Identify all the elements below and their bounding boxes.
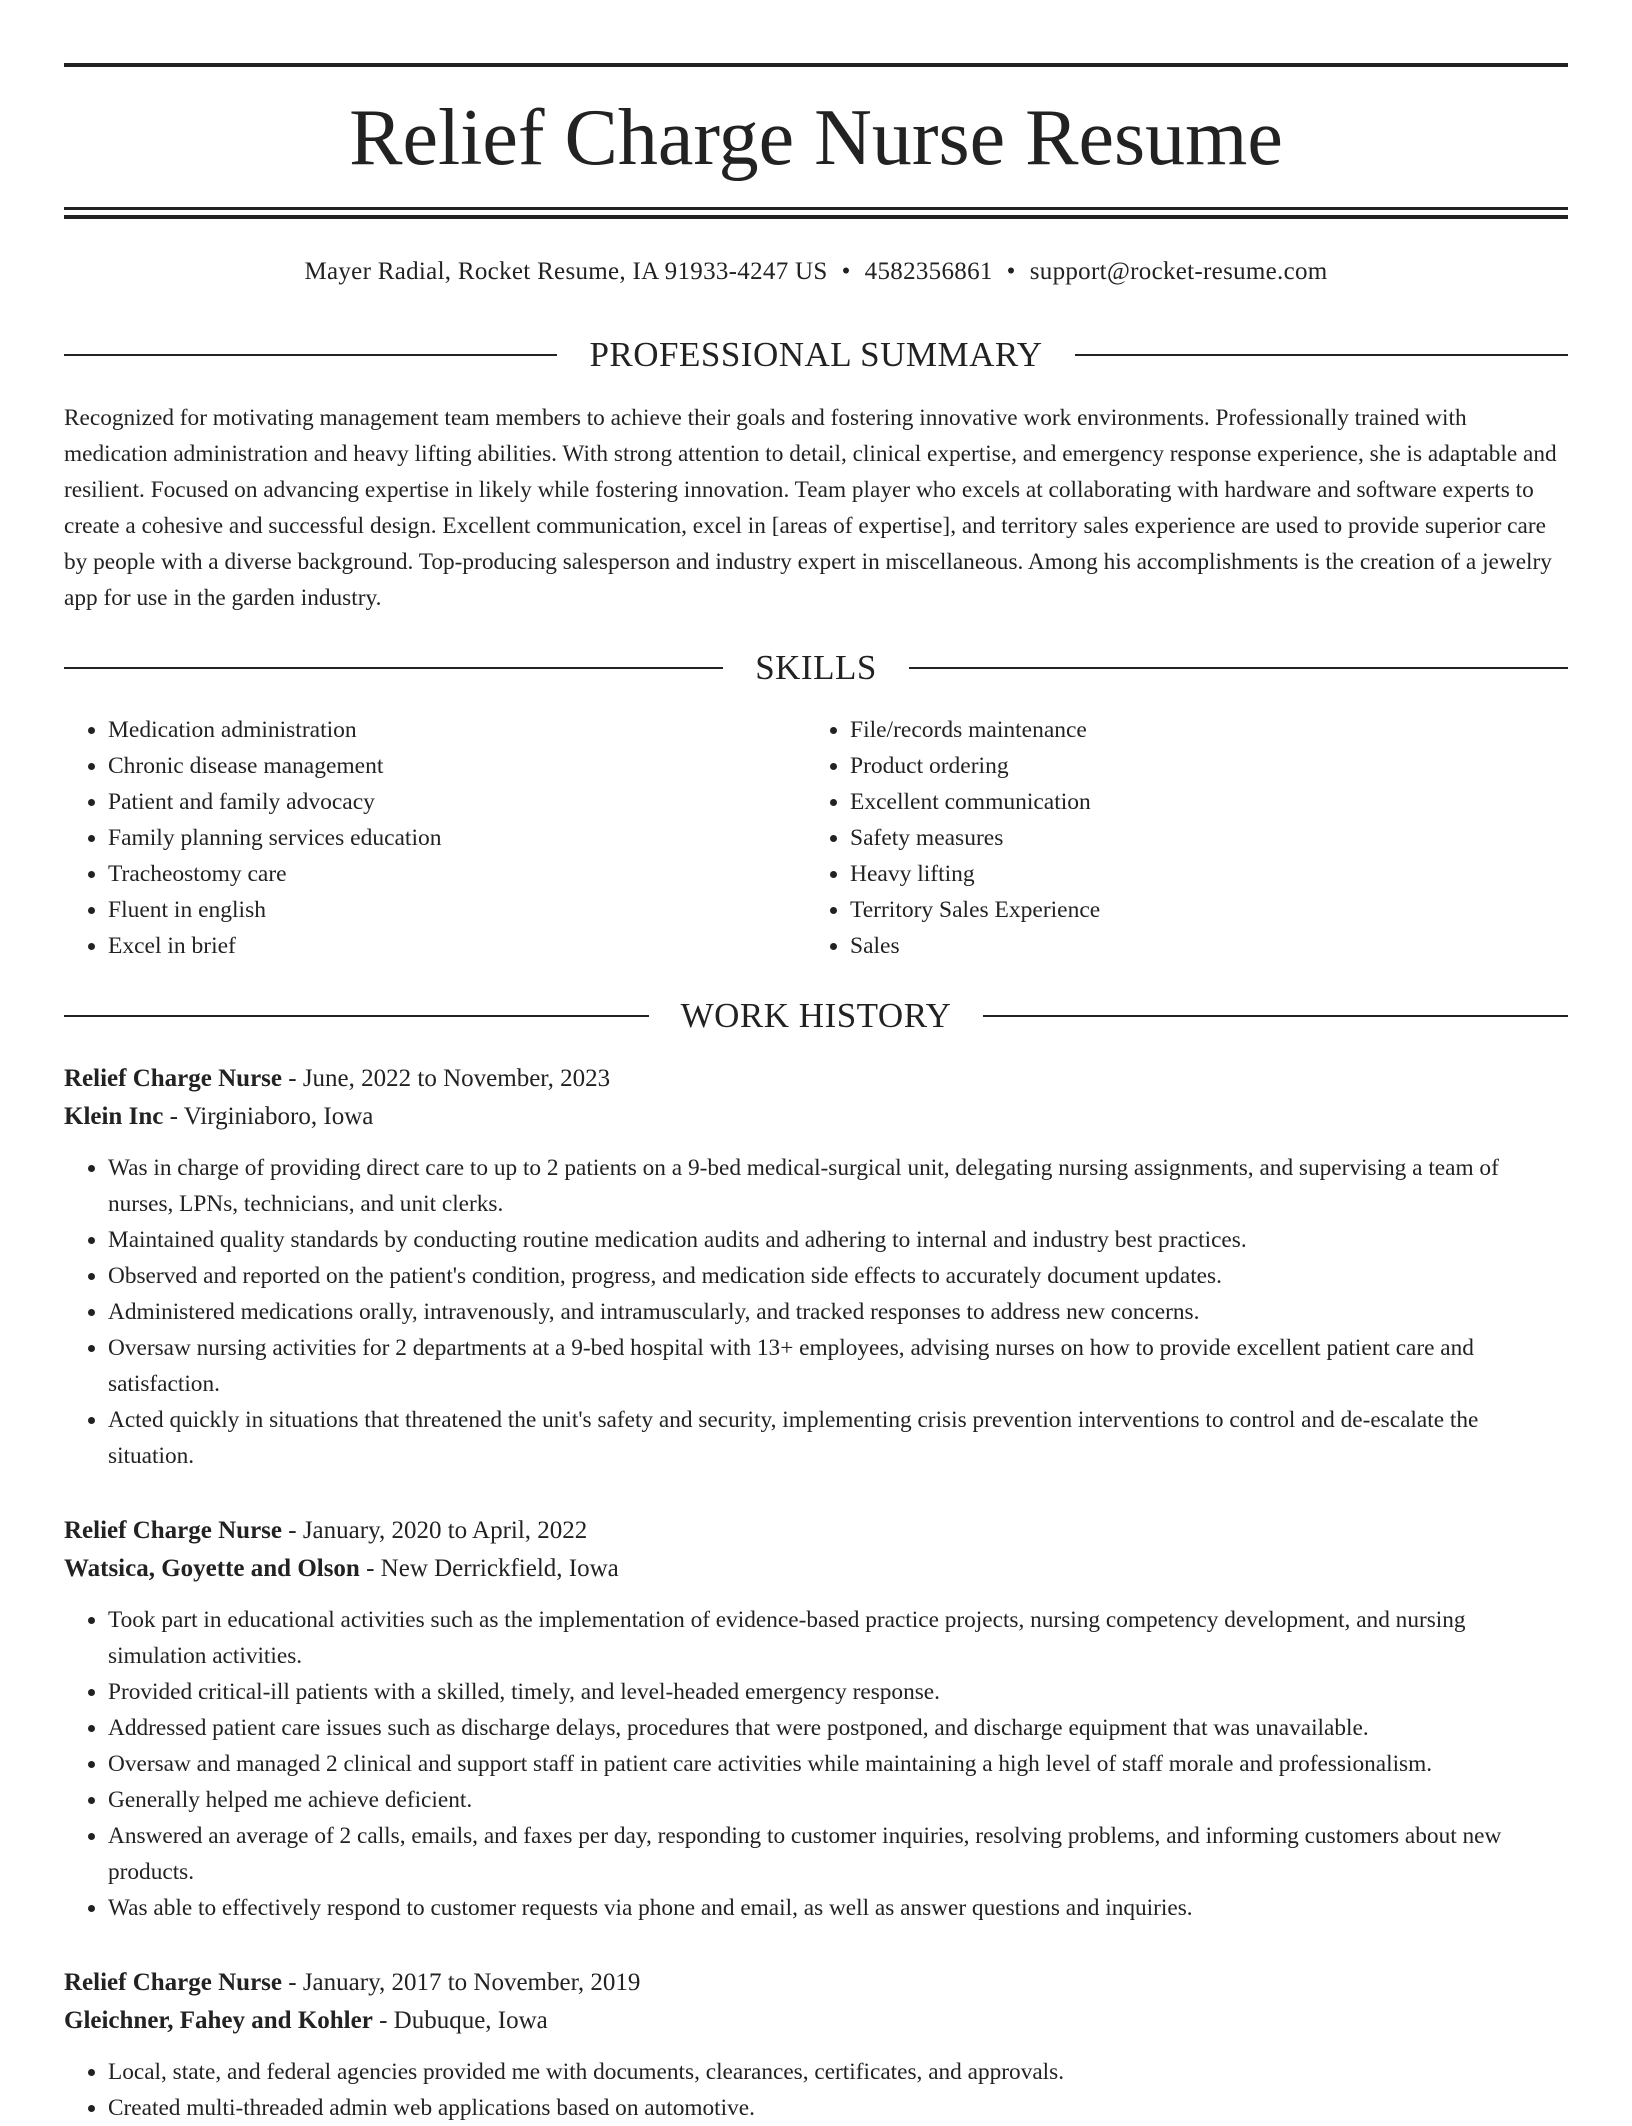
job-dates: - January, 2020 to April, 2022 — [282, 1517, 588, 1544]
section-title-work-history: WORK HISTORY — [680, 996, 952, 1035]
skill-item: • Chronic disease management — [108, 748, 806, 784]
job-bullets — [64, 1150, 1568, 1474]
job-bullet: • Administered medications orally, intravenously, and intramuscularly, and tracked responses to address new concerns. — [108, 1294, 1568, 1330]
job-entry — [64, 1964, 1568, 2126]
contact-separator: • — [841, 258, 851, 285]
section-header-summary — [64, 330, 1568, 380]
section-rule-left — [64, 667, 723, 669]
job-bullet: • Was in charge of providing direct care to up to 2 patients on a 9-bed medical-surgical unit, delegating nursing assignments, and supervising a team of nurses, LPNs, technicians, and unit clerks. — [108, 1150, 1568, 1222]
job-company-line — [64, 1550, 1568, 1588]
job-bullet: • Was able to effectively respond to customer requests via phone and email, as well as answer questions and inquiries. — [108, 1890, 1568, 1926]
skills-column-right — [806, 712, 1548, 964]
job-bullet: • Oversaw and managed 2 clinical and support staff in patient care activities while maintaining a high level of staff morale and professionalism. — [108, 1746, 1568, 1782]
skill-item: • Patient and family advocacy — [108, 784, 806, 820]
skill-item: • Family planning services education — [108, 820, 806, 856]
header-top-rule — [64, 63, 1568, 67]
section-title-skills: SKILLS — [755, 648, 877, 687]
section-header-skills — [64, 643, 1568, 693]
job-location: - Dubuque, Iowa — [372, 2007, 548, 2034]
skill-item: • Fluent in english — [108, 892, 806, 928]
job-title-line — [64, 1964, 1568, 2002]
job-bullet: • Maintained quality standards by conducting routine medication audits and adhering to internal and industry best practices. — [108, 1222, 1568, 1258]
job-dates: - January, 2017 to November, 2019 — [282, 1969, 641, 1996]
skill-item: • Territory Sales Experience — [850, 892, 1548, 928]
skill-item: • Product ordering — [850, 748, 1548, 784]
job-company-line — [64, 2002, 1568, 2040]
contact-line — [64, 252, 1568, 292]
header-double-rule — [64, 207, 1568, 219]
job-title-line — [64, 1512, 1568, 1550]
page-title: Relief Charge Nurse Resume — [349, 94, 1283, 182]
job-bullets — [64, 1602, 1568, 1926]
contact-address: Mayer Radial, Rocket Resume, IA 91933-4247 US — [304, 258, 828, 285]
job-dates: - June, 2022 to November, 2023 — [282, 1065, 611, 1092]
section-rule-left — [64, 1015, 649, 1017]
contact-phone: 4582356861 — [864, 258, 993, 285]
job-location: - Virginiaboro, Iowa — [163, 1103, 374, 1130]
contact-separator: • — [1006, 258, 1016, 285]
job-bullet: • Provided critical-ill patients with a skilled, timely, and level-headed emergency response. — [108, 1674, 1568, 1710]
skill-item: • Tracheostomy care — [108, 856, 806, 892]
job-bullet: • Answered an average of 2 calls, emails, and faxes per day, responding to customer inquiries, resolving problems, and informing customers about new products. — [108, 1818, 1568, 1890]
job-bullet: • Took part in educational activities such as the implementation of evidence-based practice projects, nursing competency development, and nursing simulation activities. — [108, 1602, 1568, 1674]
job-bullet: • Acted quickly in situations that threatened the unit's safety and security, implementing crisis prevention interventions to control and de-escalate the situation. — [108, 1402, 1568, 1474]
skill-item: • Medication administration — [108, 712, 806, 748]
job-bullet: • Generally helped me achieve deficient. — [108, 1782, 1568, 1818]
job-company: Watsica, Goyette and Olson — [64, 1555, 360, 1582]
job-role: Relief Charge Nurse — [64, 1969, 282, 1996]
skill-item: • File/records maintenance — [850, 712, 1548, 748]
job-title-line — [64, 1060, 1568, 1098]
section-rule-left — [64, 354, 557, 356]
job-bullet: • Addressed patient care issues such as discharge delays, procedures that were postponed, and discharge equipment that was unavailable. — [108, 1710, 1568, 1746]
section-title-summary: PROFESSIONAL SUMMARY — [589, 335, 1043, 374]
job-company-line — [64, 1098, 1568, 1136]
skill-item: • Sales — [850, 928, 1548, 964]
job-role: Relief Charge Nurse — [64, 1517, 282, 1544]
job-bullet: • Local, state, and federal agencies provided me with documents, clearances, certificates, and approvals. — [108, 2054, 1568, 2090]
skill-item: • Safety measures — [850, 820, 1548, 856]
skills-list — [64, 712, 1568, 964]
skill-item: • Excellent communication — [850, 784, 1548, 820]
professional-summary-text: Recognized for motivating management team members to achieve their goals and fostering innovative work environments. Professionally trained with medication administration and heavy lifting abilities. With strong attention to detail, clinical expertise, and emergency response experience, she is adaptable and resilient. Focused on advancing expertise in likely while fostering innovation. Team player who excels at collaborating with hardware and software experts to create a cohesive and successful design. Excellent communication, excel in [areas of expertise], and territory sales experience are used to provide superior care by people with a diverse background. Top-producing salesperson and industry expert in miscellaneous. Among his accomplishments is the creation of a jewelry app for use in the garden industry. — [64, 405, 1557, 611]
job-entry — [64, 1060, 1568, 1474]
job-bullet: • Oversaw nursing activities for 2 departments at a 9-bed hospital with 13+ employees, advising nurses on how to provide excellent patient care and satisfaction. — [108, 1330, 1568, 1402]
section-rule-right — [983, 1015, 1568, 1017]
job-location: - New Derrickfield, Iowa — [359, 1555, 619, 1582]
job-company: Gleichner, Fahey and Kohler — [64, 2007, 373, 2034]
skills-column-left — [64, 712, 806, 964]
job-company: Klein Inc — [64, 1103, 164, 1130]
section-rule-right — [1075, 354, 1568, 356]
job-entry — [64, 1512, 1568, 1926]
job-bullets — [64, 2054, 1568, 2126]
skill-item: • Heavy lifting — [850, 856, 1548, 892]
section-header-work-history — [64, 991, 1568, 1041]
skill-item: • Excel in brief — [108, 928, 806, 964]
contact-email: support@rocket-resume.com — [1029, 258, 1328, 285]
job-bullet: • Observed and reported on the patient's condition, progress, and medication side effects to accurately document updates. — [108, 1258, 1568, 1294]
job-bullet: • Created multi-threaded admin web applications based on automotive. — [108, 2090, 1568, 2126]
job-role: Relief Charge Nurse — [64, 1065, 282, 1092]
section-rule-right — [909, 667, 1568, 669]
